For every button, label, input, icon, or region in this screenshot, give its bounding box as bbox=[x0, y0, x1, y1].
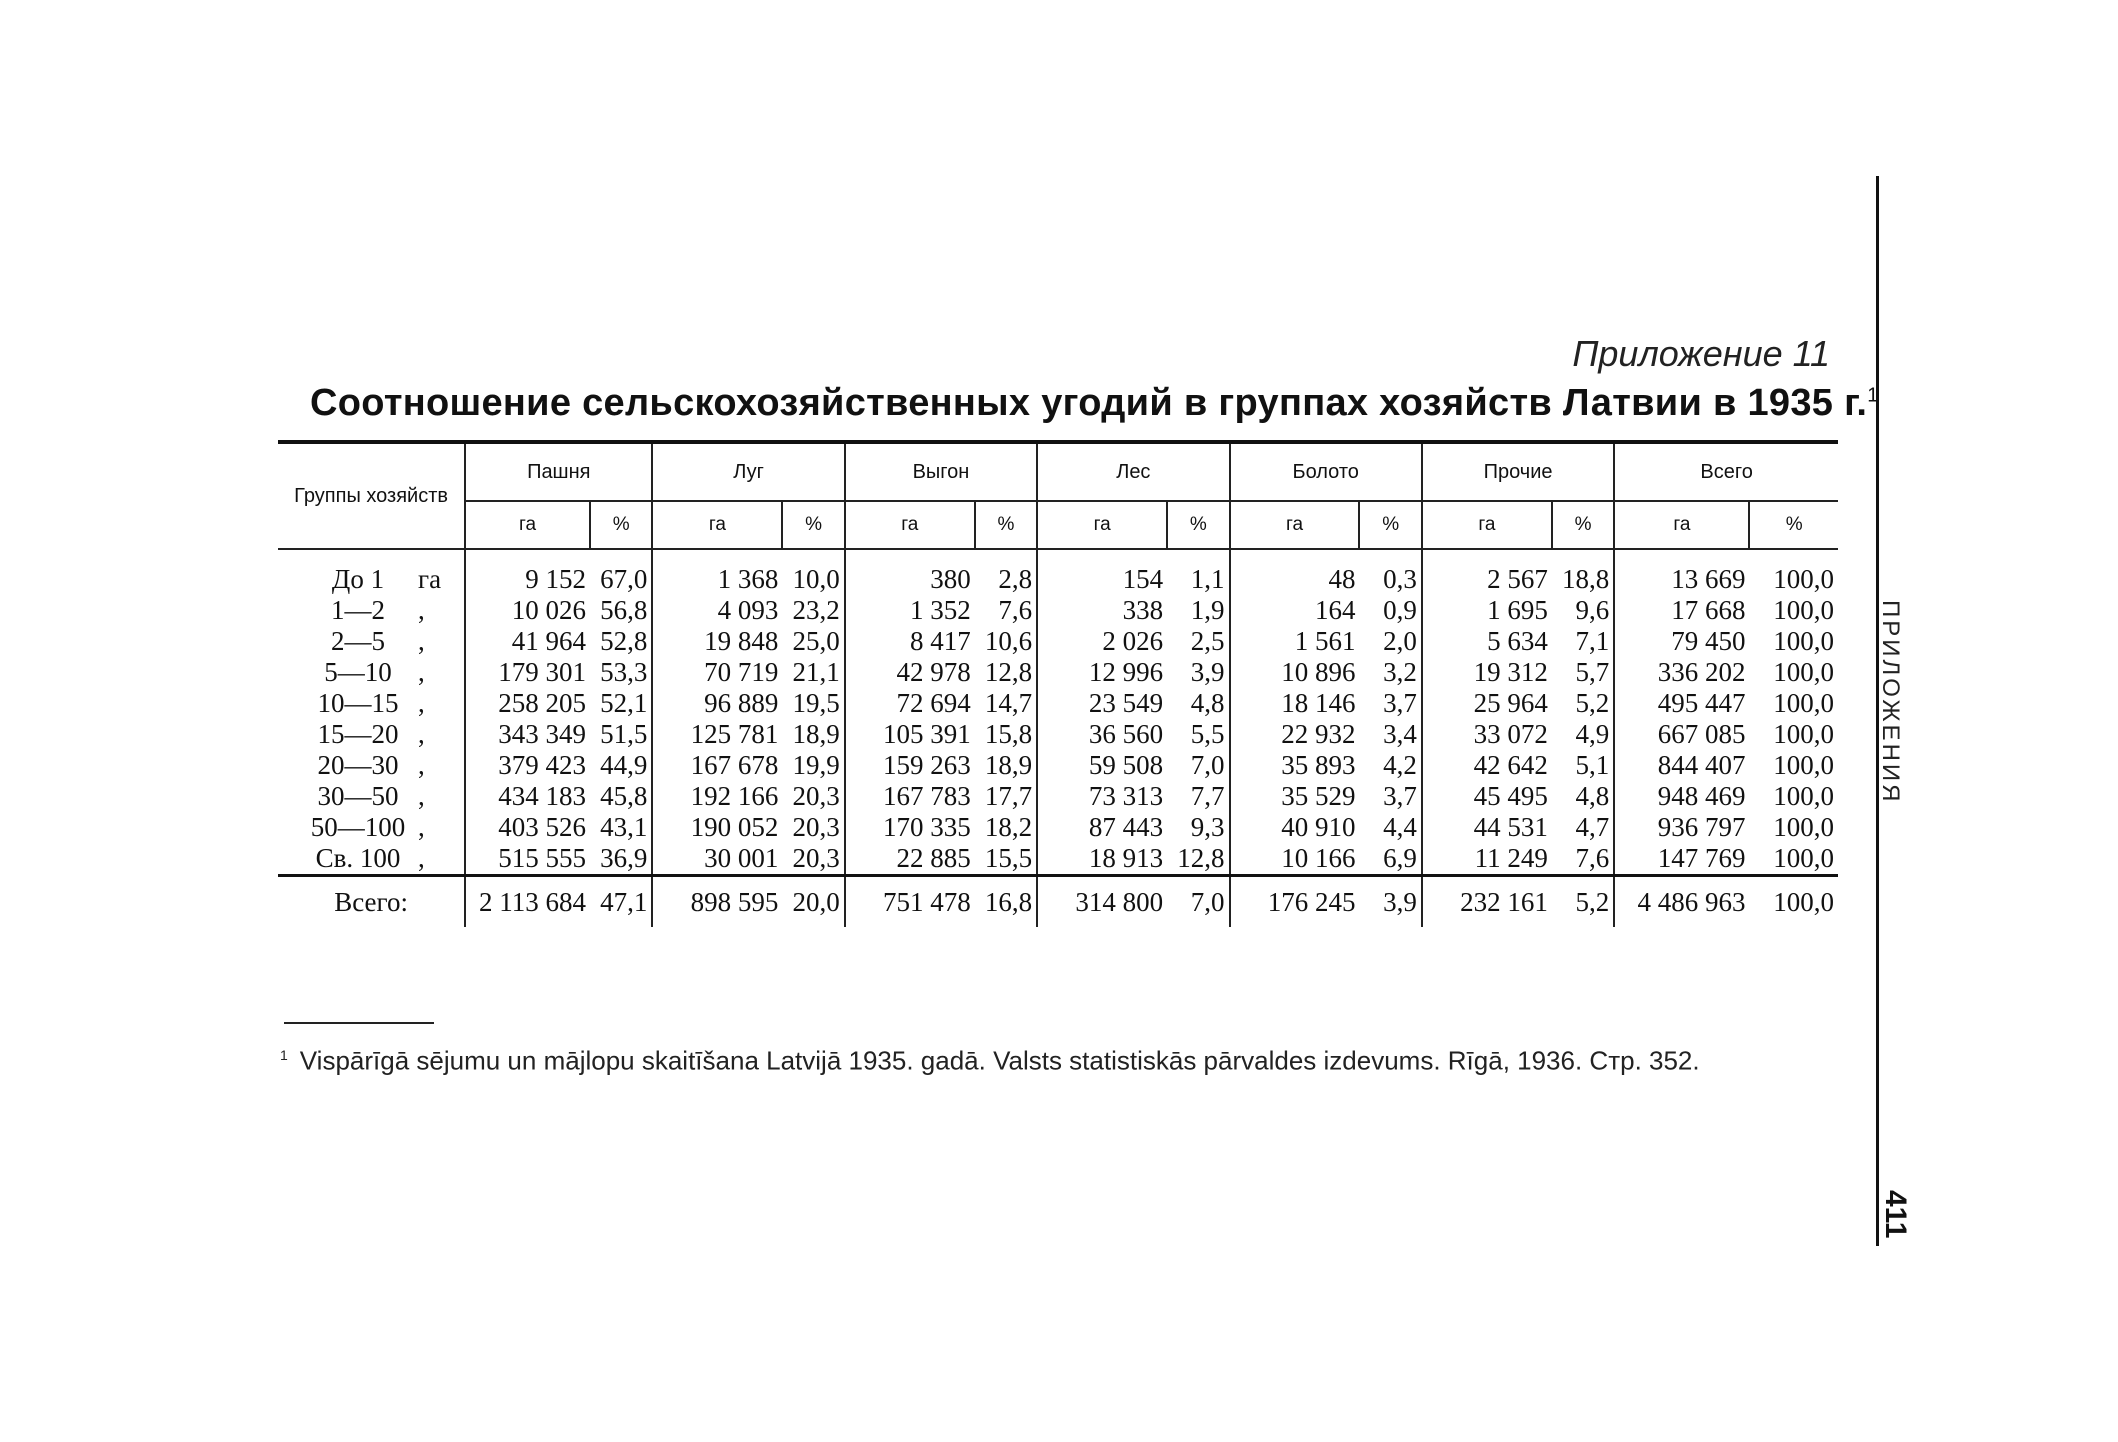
area-cell: 4 093 bbox=[717, 595, 779, 625]
percent-cell: 7,1 bbox=[1552, 626, 1614, 657]
group-range: 30—50 bbox=[317, 781, 399, 811]
group-label bbox=[278, 626, 465, 657]
area-cell: 25 964 bbox=[1473, 688, 1548, 718]
area-cell: 403 526 bbox=[465, 812, 590, 843]
percent-cell: 7,6 bbox=[975, 595, 1037, 626]
area-cell: 167 678 bbox=[690, 750, 779, 780]
percent-cell: 4,8 bbox=[1552, 781, 1614, 812]
area-cell: 8 417 bbox=[909, 626, 971, 656]
area-cell: 42 978 bbox=[896, 657, 971, 687]
title-text: Соотношение сельскохозяйственных угодий в группах хозяйств Латвии в 1935 г. bbox=[310, 382, 1868, 424]
total-cell: 232 161 bbox=[1422, 876, 1552, 928]
percent-cell: 20,3 bbox=[782, 812, 844, 843]
table-row bbox=[278, 626, 1838, 657]
unit-header-pct: % bbox=[975, 501, 1037, 549]
area-cell: 48 bbox=[1328, 564, 1356, 594]
area-cell: 23 549 bbox=[1088, 688, 1164, 718]
percent-cell: 15,8 bbox=[975, 719, 1037, 750]
area-cell: 42 642 bbox=[1473, 750, 1548, 780]
percent-cell: 100,0 bbox=[1773, 843, 1834, 873]
group-range: До 1 bbox=[331, 564, 385, 594]
area-cell: 667 085 bbox=[1657, 719, 1746, 749]
area-cell: 18 146 bbox=[1281, 688, 1356, 718]
group-unit: , bbox=[418, 719, 425, 749]
area-cell: 19 848 bbox=[704, 626, 779, 656]
table-subheader-row bbox=[278, 501, 1838, 549]
land-use-table bbox=[278, 440, 1838, 927]
area-cell: 1 368 bbox=[717, 564, 779, 594]
area-cell: 73 313 bbox=[1088, 781, 1164, 811]
area-cell: 87 443 bbox=[1088, 812, 1164, 842]
area-cell: 125 781 bbox=[690, 719, 779, 749]
unit-header-pct: % bbox=[782, 501, 844, 549]
col-header: Пашня bbox=[465, 442, 652, 501]
unit-header-ha: га bbox=[845, 501, 975, 549]
group-unit: , bbox=[418, 843, 425, 873]
percent-cell: 19,9 bbox=[782, 750, 844, 781]
table-row bbox=[278, 549, 1838, 595]
area-cell: 2 567 bbox=[1487, 564, 1548, 594]
group-range: 1—2 bbox=[331, 595, 385, 625]
table-body bbox=[278, 549, 1838, 876]
area-cell: 936 797 bbox=[1657, 812, 1746, 842]
percent-cell: 100,0 bbox=[1773, 812, 1834, 842]
percent-cell: 0,3 bbox=[1359, 549, 1421, 595]
percent-cell: 3,7 bbox=[1359, 781, 1421, 812]
total-row bbox=[278, 876, 1838, 928]
area-cell: 18 913 bbox=[1088, 843, 1164, 873]
total-cell: 20,0 bbox=[782, 876, 844, 928]
area-cell: 170 335 bbox=[882, 812, 971, 842]
area-cell: 495 447 bbox=[1657, 688, 1746, 718]
area-cell: 35 529 bbox=[1281, 781, 1356, 811]
percent-cell: 5,7 bbox=[1552, 657, 1614, 688]
percent-cell: 100,0 bbox=[1773, 750, 1834, 780]
appendix-label: Приложение 11 bbox=[1572, 333, 1830, 374]
col-header: Болото bbox=[1230, 442, 1422, 501]
area-cell: 515 555 bbox=[465, 843, 590, 876]
percent-cell: 6,9 bbox=[1359, 843, 1421, 876]
unit-header-ha: га bbox=[465, 501, 590, 549]
group-label bbox=[278, 843, 465, 876]
area-cell: 44 531 bbox=[1473, 812, 1548, 842]
percent-cell: 4,7 bbox=[1552, 812, 1614, 843]
percent-cell: 20,3 bbox=[782, 781, 844, 812]
page-number: 411 bbox=[1879, 1190, 1912, 1239]
area-cell: 192 166 bbox=[690, 781, 779, 811]
table-row bbox=[278, 750, 1838, 781]
area-cell: 9 152 bbox=[465, 549, 590, 595]
area-cell: 1 352 bbox=[909, 595, 971, 625]
percent-cell: 4,2 bbox=[1359, 750, 1421, 781]
group-range: 10—15 bbox=[317, 688, 399, 718]
percent-cell: 7,6 bbox=[1552, 843, 1614, 876]
group-unit: , bbox=[418, 626, 425, 656]
percent-cell: 5,5 bbox=[1167, 719, 1229, 750]
percent-cell: 44,9 bbox=[590, 750, 652, 781]
groups-header: Группы хозяйств bbox=[278, 442, 465, 549]
area-cell: 434 183 bbox=[465, 781, 590, 812]
area-cell: 258 205 bbox=[465, 688, 590, 719]
total-cell: 16,8 bbox=[975, 876, 1037, 928]
total-cell: 314 800 bbox=[1037, 876, 1167, 928]
area-cell: 167 783 bbox=[882, 781, 971, 811]
area-cell: 179 301 bbox=[465, 657, 590, 688]
percent-cell: 9,3 bbox=[1167, 812, 1229, 843]
percent-cell: 100,0 bbox=[1773, 719, 1834, 749]
percent-cell: 56,8 bbox=[590, 595, 652, 626]
area-cell: 105 391 bbox=[882, 719, 971, 749]
area-cell: 40 910 bbox=[1281, 812, 1356, 842]
total-cell: 7,0 bbox=[1167, 876, 1229, 928]
table-row bbox=[278, 812, 1838, 843]
percent-cell: 2,0 bbox=[1359, 626, 1421, 657]
percent-cell: 10,6 bbox=[975, 626, 1037, 657]
unit-header-ha: га bbox=[652, 501, 782, 549]
percent-cell: 21,1 bbox=[782, 657, 844, 688]
table-row bbox=[278, 688, 1838, 719]
area-cell: 2 026 bbox=[1102, 626, 1164, 656]
col-header: Прочие bbox=[1422, 442, 1614, 501]
percent-cell: 1,1 bbox=[1167, 549, 1229, 595]
table-row bbox=[278, 843, 1838, 876]
group-unit: , bbox=[418, 688, 425, 718]
group-label bbox=[278, 657, 465, 688]
total-cell: 751 478 bbox=[845, 876, 975, 928]
table-header-row bbox=[278, 442, 1838, 501]
group-range: Св. 100 bbox=[315, 843, 401, 873]
percent-cell: 3,2 bbox=[1359, 657, 1421, 688]
percent-cell: 23,2 bbox=[782, 595, 844, 626]
area-cell: 379 423 bbox=[465, 750, 590, 781]
percent-cell: 100,0 bbox=[1773, 688, 1834, 718]
group-label bbox=[278, 719, 465, 750]
area-cell: 343 349 bbox=[465, 719, 590, 750]
group-label bbox=[278, 549, 465, 595]
unit-header-pct: % bbox=[590, 501, 652, 549]
group-label bbox=[278, 688, 465, 719]
percent-cell: 100,0 bbox=[1773, 595, 1834, 625]
area-cell: 164 bbox=[1314, 595, 1356, 625]
unit-header-ha: га bbox=[1614, 501, 1749, 549]
percent-cell: 4,4 bbox=[1359, 812, 1421, 843]
total-cell: 5,2 bbox=[1552, 876, 1614, 928]
area-cell: 17 668 bbox=[1671, 595, 1746, 625]
group-range: 50—100 bbox=[310, 812, 406, 842]
total-cell: 3,9 bbox=[1359, 876, 1421, 928]
footnote-mark: 1 bbox=[280, 1047, 288, 1063]
area-cell: 35 893 bbox=[1281, 750, 1356, 780]
group-label bbox=[278, 750, 465, 781]
group-unit: га bbox=[418, 564, 442, 594]
table-row bbox=[278, 595, 1838, 626]
percent-cell: 2,8 bbox=[975, 549, 1037, 595]
area-cell: 190 052 bbox=[690, 812, 779, 842]
total-cell: 898 595 bbox=[652, 876, 782, 928]
col-header: Луг bbox=[652, 442, 844, 501]
group-range: 2—5 bbox=[331, 626, 385, 656]
total-cell: 47,1 bbox=[590, 876, 652, 928]
percent-cell: 19,5 bbox=[782, 688, 844, 719]
percent-cell: 3,9 bbox=[1167, 657, 1229, 688]
percent-cell: 67,0 bbox=[590, 549, 652, 595]
area-cell: 10 026 bbox=[465, 595, 590, 626]
percent-cell: 25,0 bbox=[782, 626, 844, 657]
percent-cell: 12,8 bbox=[975, 657, 1037, 688]
percent-cell: 12,8 bbox=[1167, 843, 1229, 876]
col-header: Выгон bbox=[845, 442, 1037, 501]
group-unit: , bbox=[418, 657, 425, 687]
total-cell: 176 245 bbox=[1230, 876, 1360, 928]
percent-cell: 18,9 bbox=[782, 719, 844, 750]
percent-cell: 51,5 bbox=[590, 719, 652, 750]
percent-cell: 10,0 bbox=[782, 549, 844, 595]
area-cell: 36 560 bbox=[1088, 719, 1164, 749]
percent-cell: 100,0 bbox=[1773, 626, 1834, 656]
total-label: Всего: bbox=[278, 876, 465, 928]
group-label bbox=[278, 595, 465, 626]
area-cell: 338 bbox=[1122, 595, 1164, 625]
unit-header-ha: га bbox=[1422, 501, 1552, 549]
area-cell: 1 695 bbox=[1487, 595, 1548, 625]
group-unit: , bbox=[418, 595, 425, 625]
percent-cell: 18,9 bbox=[975, 750, 1037, 781]
area-cell: 13 669 bbox=[1671, 564, 1746, 594]
percent-cell: 3,7 bbox=[1359, 688, 1421, 719]
group-unit: , bbox=[418, 750, 425, 780]
percent-cell: 36,9 bbox=[590, 843, 652, 876]
total-cell: 100,0 bbox=[1749, 876, 1838, 928]
percent-cell: 0,9 bbox=[1359, 595, 1421, 626]
percent-cell: 5,2 bbox=[1552, 688, 1614, 719]
group-unit: , bbox=[418, 812, 425, 842]
footnote-divider bbox=[284, 1022, 434, 1024]
percent-cell: 7,0 bbox=[1167, 750, 1229, 781]
percent-cell: 3,4 bbox=[1359, 719, 1421, 750]
group-range: 20—30 bbox=[317, 750, 399, 780]
percent-cell: 53,3 bbox=[590, 657, 652, 688]
running-head: ПРИЛОЖЕНИЯ bbox=[1877, 600, 1904, 805]
col-header: Лес bbox=[1037, 442, 1229, 501]
area-cell: 79 450 bbox=[1671, 626, 1746, 656]
area-cell: 147 769 bbox=[1657, 843, 1746, 873]
table-row bbox=[278, 657, 1838, 688]
total-cell: 4 486 963 bbox=[1614, 876, 1749, 928]
area-cell: 19 312 bbox=[1473, 657, 1548, 687]
page-title bbox=[310, 382, 1879, 425]
group-unit: , bbox=[418, 781, 425, 811]
area-cell: 159 263 bbox=[882, 750, 971, 780]
area-cell: 380 bbox=[930, 564, 971, 594]
area-cell: 72 694 bbox=[896, 688, 971, 718]
area-cell: 11 249 bbox=[1474, 843, 1548, 873]
percent-cell: 4,9 bbox=[1552, 719, 1614, 750]
table-row bbox=[278, 781, 1838, 812]
unit-header-pct: % bbox=[1749, 501, 1838, 549]
unit-header-ha: га bbox=[1037, 501, 1167, 549]
data-table-wrapper bbox=[278, 440, 1838, 927]
percent-cell: 45,8 bbox=[590, 781, 652, 812]
percent-cell: 100,0 bbox=[1773, 781, 1834, 811]
area-cell: 45 495 bbox=[1473, 781, 1548, 811]
group-label bbox=[278, 781, 465, 812]
group-label bbox=[278, 812, 465, 843]
area-cell: 154 bbox=[1122, 564, 1164, 594]
area-cell: 948 469 bbox=[1657, 781, 1746, 811]
unit-header-pct: % bbox=[1167, 501, 1229, 549]
percent-cell: 52,1 bbox=[590, 688, 652, 719]
group-range: 15—20 bbox=[317, 719, 399, 749]
percent-cell: 100,0 bbox=[1773, 564, 1834, 594]
col-header: Всего bbox=[1614, 442, 1838, 501]
percent-cell: 2,5 bbox=[1167, 626, 1229, 657]
table-row bbox=[278, 719, 1838, 750]
footnote-text: Vispārīgā sējumu un mājlopu skaitīšana Latvijā 1935. gadā. Valsts statistiskās pārvaldes izdevums. Rīgā, 1936. Стр. 352. bbox=[299, 1045, 1700, 1076]
percent-cell: 18,8 bbox=[1552, 549, 1614, 595]
area-cell: 844 407 bbox=[1657, 750, 1746, 780]
area-cell: 5 634 bbox=[1487, 626, 1548, 656]
area-cell: 30 001 bbox=[704, 843, 779, 873]
group-range: 5—10 bbox=[324, 657, 392, 687]
area-cell: 96 889 bbox=[704, 688, 779, 718]
total-cell: 2 113 684 bbox=[465, 876, 590, 928]
percent-cell: 20,3 bbox=[782, 843, 844, 876]
percent-cell: 100,0 bbox=[1773, 657, 1834, 687]
area-cell: 336 202 bbox=[1657, 657, 1746, 687]
unit-header-pct: % bbox=[1359, 501, 1421, 549]
percent-cell: 9,6 bbox=[1552, 595, 1614, 626]
unit-header-ha: га bbox=[1230, 501, 1360, 549]
percent-cell: 52,8 bbox=[590, 626, 652, 657]
percent-cell: 7,7 bbox=[1167, 781, 1229, 812]
area-cell: 12 996 bbox=[1088, 657, 1164, 687]
area-cell: 22 885 bbox=[896, 843, 971, 873]
title-footnote-mark: 1 bbox=[1867, 384, 1879, 407]
area-cell: 10 166 bbox=[1281, 843, 1356, 873]
percent-cell: 5,1 bbox=[1552, 750, 1614, 781]
footnote bbox=[280, 1038, 1840, 1078]
area-cell: 33 072 bbox=[1473, 719, 1548, 749]
area-cell: 10 896 bbox=[1281, 657, 1356, 687]
percent-cell: 1,9 bbox=[1167, 595, 1229, 626]
percent-cell: 14,7 bbox=[975, 688, 1037, 719]
area-cell: 1 561 bbox=[1294, 626, 1356, 656]
percent-cell: 18,2 bbox=[975, 812, 1037, 843]
area-cell: 22 932 bbox=[1281, 719, 1356, 749]
percent-cell: 15,5 bbox=[975, 843, 1037, 876]
percent-cell: 43,1 bbox=[590, 812, 652, 843]
percent-cell: 4,8 bbox=[1167, 688, 1229, 719]
unit-header-pct: % bbox=[1552, 501, 1614, 549]
percent-cell: 17,7 bbox=[975, 781, 1037, 812]
area-cell: 70 719 bbox=[704, 657, 779, 687]
area-cell: 41 964 bbox=[465, 626, 590, 657]
area-cell: 59 508 bbox=[1088, 750, 1164, 780]
